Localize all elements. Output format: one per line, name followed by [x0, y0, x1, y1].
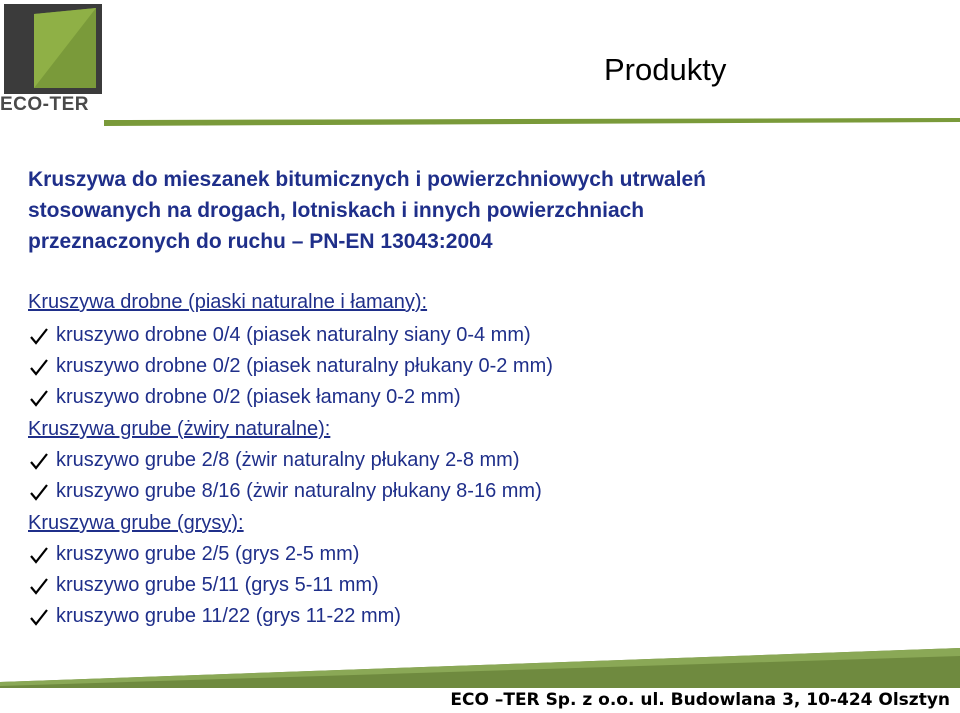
item-label: kruszywo grube 2/5 (grys 2-5 mm): [56, 543, 360, 565]
item-label: kruszywo grube 2/8 (żwir naturalny płukany 2-8 mm): [56, 449, 520, 471]
intro-line: Kruszywa do mieszanek bitumicznych i powierzchniowych utrwaleń: [28, 168, 706, 191]
category-heading: Kruszywa drobne (piaski naturalne i łamany):: [28, 291, 428, 313]
item-label: kruszywo drobne 0/2 (piasek łamany 0-2 mm): [56, 386, 461, 408]
product-list: [28, 286, 928, 632]
footer-address: ECO –TER Sp. z o.o. ul. Budowlana 3, 10-424 Olsztyn: [450, 690, 950, 710]
list-item: [28, 570, 928, 601]
category-heading: Kruszywa grube (żwiry naturalne):: [28, 418, 331, 440]
company-logo: [0, 0, 112, 118]
page-title: Produkty: [604, 52, 727, 87]
checkmark-icon: [28, 387, 50, 409]
footer-bar: [0, 648, 960, 688]
checkmark-icon: [28, 606, 50, 628]
list-item: [28, 320, 928, 351]
intro-line: przeznaczonych do ruchu – PN-EN 13043:2004: [28, 230, 493, 253]
header-divider: [104, 118, 960, 126]
item-label: kruszywo grube 8/16 (żwir naturalny płukany 8-16 mm): [56, 480, 542, 502]
list-item: [28, 476, 928, 507]
checkmark-icon: [28, 450, 50, 472]
list-item: [28, 445, 928, 476]
list-item: [28, 539, 928, 570]
list-item: [28, 382, 928, 413]
checkmark-icon: [28, 325, 50, 347]
item-label: kruszywo drobne 0/2 (piasek naturalny płukany 0-2 mm): [56, 355, 553, 377]
intro-paragraph: [28, 164, 908, 257]
checkmark-icon: [28, 481, 50, 503]
list-item: [28, 351, 928, 382]
list-item: [28, 601, 928, 632]
item-label: kruszywo grube 5/11 (grys 5-11 mm): [56, 574, 379, 596]
category-heading: Kruszywa grube (grysy):: [28, 512, 244, 534]
checkmark-icon: [28, 544, 50, 566]
item-label: kruszywo drobne 0/4 (piasek naturalny siany 0-4 mm): [56, 324, 531, 346]
checkmark-icon: [28, 356, 50, 378]
item-label: kruszywo grube 11/22 (grys 11-22 mm): [56, 605, 401, 627]
checkmark-icon: [28, 575, 50, 597]
intro-line: stosowanych na drogach, lotniskach i innych powierzchniach: [28, 199, 645, 222]
logo-text: ECO-TER: [0, 94, 89, 115]
eco-ter-logo-icon: [4, 4, 102, 94]
